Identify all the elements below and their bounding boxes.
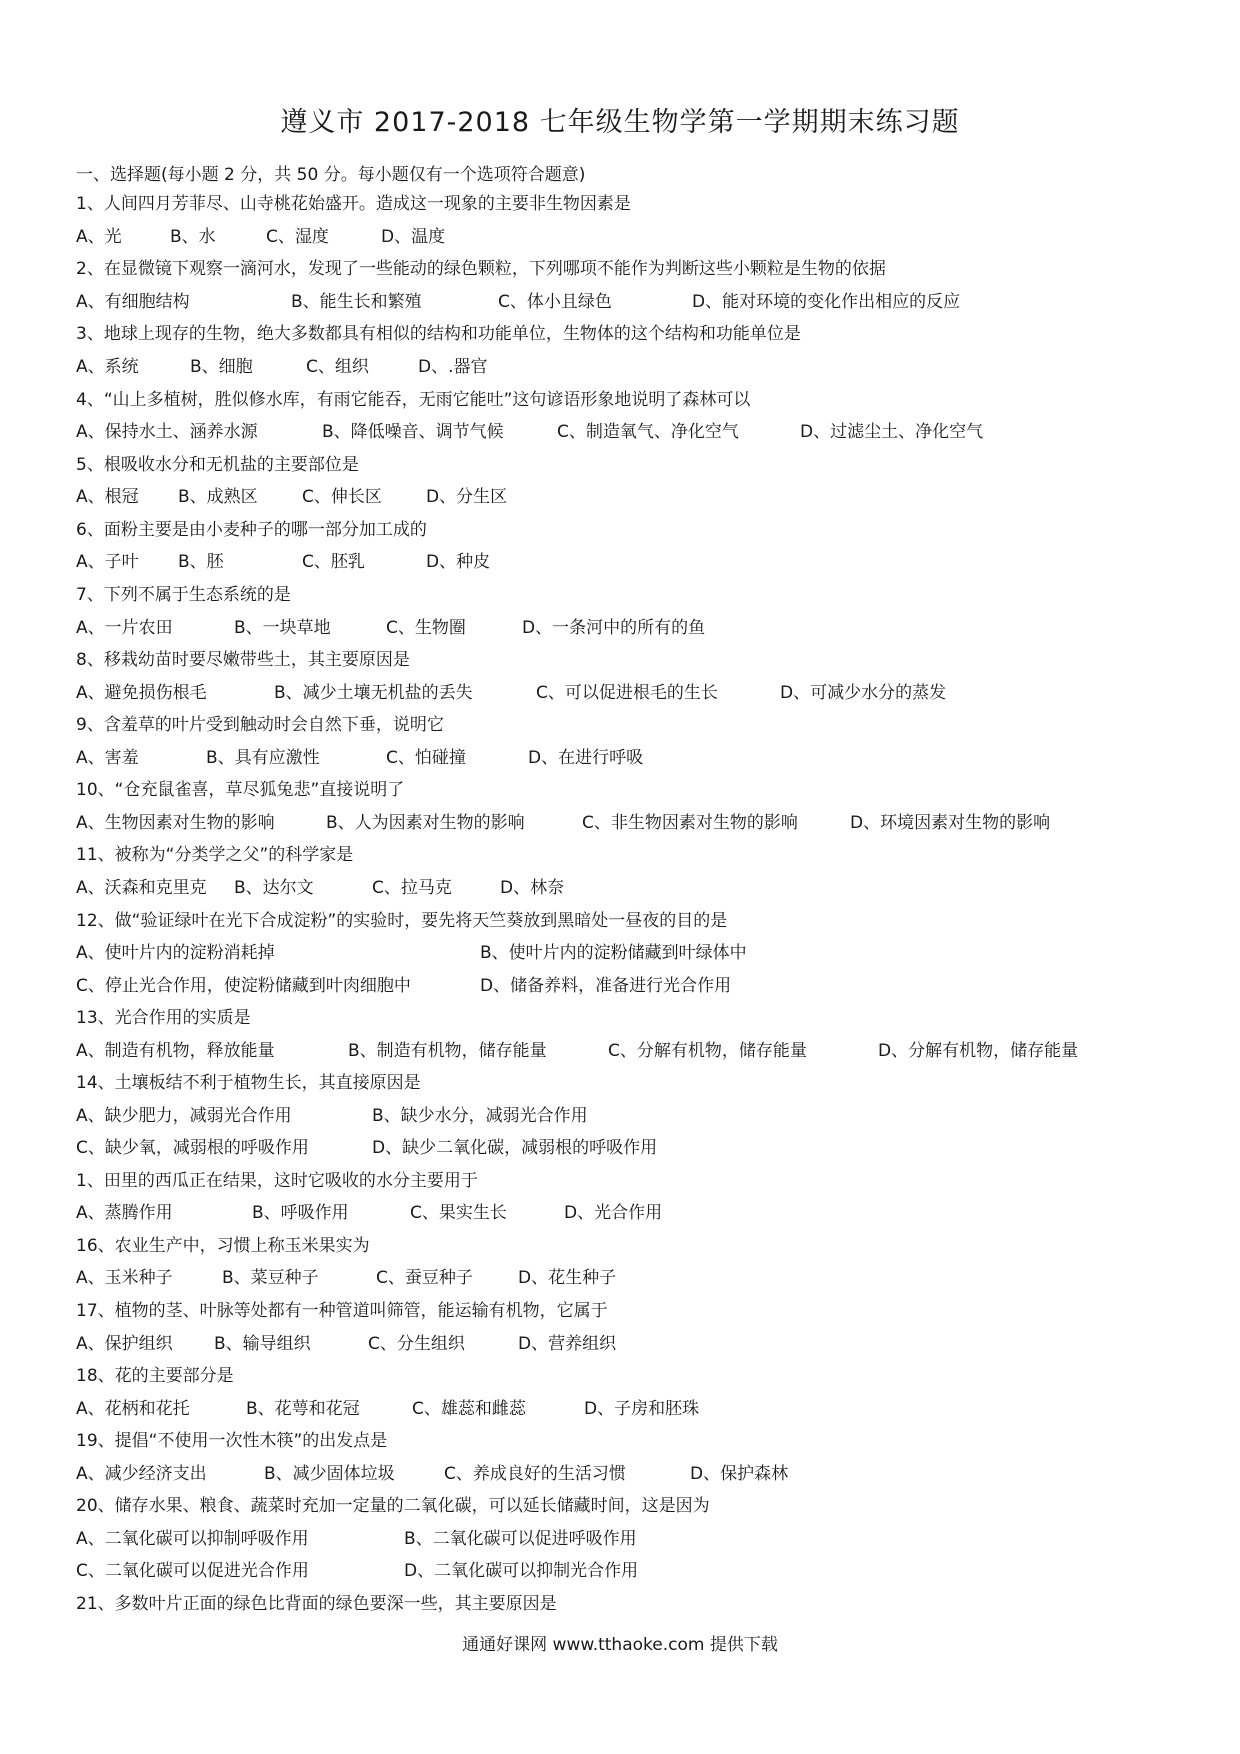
option-b: B、减少固体垃圾: [264, 1464, 395, 1484]
option-d: D、保护森林: [690, 1464, 789, 1484]
option-a: A、子叶: [76, 552, 139, 572]
option-c: C、果实生长: [410, 1203, 507, 1223]
option-c: C、分解有机物，储存能量: [608, 1041, 807, 1061]
question-stem-14: 14、土壤板结不利于植物生长，其直接原因是: [76, 1073, 421, 1093]
option-a: A、蒸腾作用: [76, 1203, 173, 1223]
footer-source: 通通好课网 www.tthaoke.com 提供下载: [462, 1635, 778, 1655]
option-a: A、沃森和克里克: [76, 878, 207, 898]
question-stem-10: 10、“仓充鼠雀喜，草尽狐兔悲”直接说明了: [76, 780, 405, 800]
option-d: D、分生区: [426, 487, 508, 507]
option-d: D、二氧化碳可以抑制光合作用: [404, 1561, 639, 1581]
option-a: A、系统: [76, 357, 139, 377]
question-stem-12: 12、做“验证绿叶在光下合成淀粉”的实验时，要先将天竺葵放到黑暗处一昼夜的目的是: [76, 911, 728, 931]
option-b: B、制造有机物，储存能量: [348, 1041, 547, 1061]
option-d: D、光合作用: [564, 1203, 663, 1223]
option-d: D、一条河中的所有的鱼: [522, 618, 706, 638]
option-c: C、分生组织: [368, 1334, 465, 1354]
option-b: B、降低噪音、调节气候: [322, 422, 504, 442]
option-a: A、避免损伤根毛: [76, 683, 207, 703]
option-a: A、使叶片内的淀粉消耗掉: [76, 943, 275, 963]
option-c: C、非生物因素对生物的影响: [582, 813, 798, 833]
option-a: A、二氧化碳可以抑制呼吸作用: [76, 1529, 309, 1549]
option-c: C、生物圈: [386, 618, 466, 638]
option-c: C、拉马克: [372, 878, 452, 898]
option-c: C、可以促进根毛的生长: [536, 683, 718, 703]
option-d: D、缺少二氧化碳，减弱根的呼吸作用: [372, 1138, 658, 1158]
option-c: C、缺少氧，减弱根的呼吸作用: [76, 1138, 309, 1158]
option-c: C、养成良好的生活习惯: [444, 1464, 626, 1484]
option-d: D、种皮: [426, 552, 491, 572]
question-stem-9: 9、含羞草的叶片受到触动时会自然下垂，说明它: [76, 715, 444, 735]
option-c: C、雄蕊和雌蕊: [412, 1399, 526, 1419]
question-stem-7: 7、下列不属于生态系统的是: [76, 585, 291, 605]
option-d: D、可减少水分的蒸发: [780, 683, 947, 703]
option-b: B、一块草地: [234, 618, 331, 638]
option-b: B、细胞: [190, 357, 253, 377]
option-a: A、一片农田: [76, 618, 173, 638]
option-a: A、缺少肥力，减弱光合作用: [76, 1106, 292, 1126]
question-stem-6: 6、面粉主要是由小麦种子的哪一部分加工成的: [76, 520, 427, 540]
option-b: B、输导组织: [214, 1334, 311, 1354]
option-c: C、二氧化碳可以促进光合作用: [76, 1561, 309, 1581]
option-a: A、减少经济支出: [76, 1464, 207, 1484]
option-c: C、怕碰撞: [386, 748, 466, 768]
question-stem-5: 5、根吸收水分和无机盐的主要部位是: [76, 455, 359, 475]
question-stem-18: 18、花的主要部分是: [76, 1366, 234, 1386]
question-stem-11: 11、被称为“分类学之父”的科学家是: [76, 845, 354, 865]
question-stem-16: 16、农业生产中，习惯上称玉米果实为: [76, 1236, 370, 1256]
option-d: D、温度: [381, 227, 446, 247]
option-d: D、营养组织: [518, 1334, 617, 1354]
question-stem-2: 2、在显微镜下观察一滴河水，发现了一些能动的绿色颗粒，下列哪项不能作为判断这些小颗粒是生物的依据: [76, 259, 886, 279]
option-d: D、.器官: [418, 357, 488, 377]
option-b: B、成熟区: [178, 487, 258, 507]
option-d: D、花生种子: [518, 1268, 617, 1288]
option-d: D、储备养料，准备进行光合作用: [480, 976, 732, 996]
option-b: B、花萼和花冠: [246, 1399, 360, 1419]
option-b: B、达尔文: [234, 878, 314, 898]
option-b: B、使叶片内的淀粉储藏到叶绿体中: [480, 943, 747, 963]
option-d: D、在进行呼吸: [528, 748, 644, 768]
option-d: D、分解有机物，储存能量: [878, 1041, 1079, 1061]
option-c: C、胚乳: [302, 552, 365, 572]
question-stem-4: 4、“山上多植树，胜似修水库，有雨它能吞，无雨它能吐”这句谚语形象地说明了森林可以: [76, 390, 751, 410]
question-stem-1: 1、人间四月芳菲尽、山寺桃花始盛开。造成这一现象的主要非生物因素是: [76, 194, 631, 214]
question-stem-17: 17、植物的茎、叶脉等处都有一种管道叫筛管，能运输有机物，它属于: [76, 1301, 608, 1321]
option-a: A、光: [76, 227, 122, 247]
option-d: D、环境因素对生物的影响: [850, 813, 1051, 833]
option-b: B、胚: [178, 552, 224, 572]
option-b: B、缺少水分，减弱光合作用: [372, 1106, 588, 1126]
option-a: A、根冠: [76, 487, 139, 507]
option-d: D、过滤尘土、净化空气: [800, 422, 984, 442]
option-c: C、伸长区: [302, 487, 382, 507]
option-a: A、有细胞结构: [76, 292, 190, 312]
question-stem-15: 1、田里的西瓜正在结果，这时它吸收的水分主要用于: [76, 1171, 478, 1191]
option-c: C、组织: [306, 357, 369, 377]
option-b: B、减少土壤无机盐的丢失: [274, 683, 473, 703]
section-instructions: 一、选择题(每小题 2 分，共 50 分。每小题仅有一个选项符合题意): [76, 165, 586, 185]
option-a: A、保护组织: [76, 1334, 173, 1354]
question-stem-13: 13、光合作用的实质是: [76, 1008, 251, 1028]
option-d: D、能对环境的变化作出相应的反应: [692, 292, 961, 312]
question-stem-3: 3、地球上现存的生物，绝大多数都具有相似的结构和功能单位，生物体的这个结构和功能单位是: [76, 324, 801, 344]
option-a: A、保持水土、涵养水源: [76, 422, 258, 442]
option-b: B、二氧化碳可以促进呼吸作用: [404, 1529, 637, 1549]
option-b: B、能生长和繁殖: [291, 292, 422, 312]
option-b: B、具有应激性: [206, 748, 320, 768]
option-c: C、制造氧气、净化空气: [557, 422, 739, 442]
option-c: C、湿度: [266, 227, 329, 247]
question-stem-20: 20、储存水果、粮食、蔬菜时充加一定量的二氧化碳，可以延长储藏时间，这是因为: [76, 1496, 710, 1516]
option-c: C、蚕豆种子: [376, 1268, 473, 1288]
question-stem-21: 21、多数叶片正面的绿色比背面的绿色要深一些，其主要原因是: [76, 1594, 557, 1614]
option-c: C、体小且绿色: [498, 292, 612, 312]
option-a: A、花柄和花托: [76, 1399, 190, 1419]
option-d: D、子房和胚珠: [584, 1399, 700, 1419]
option-b: B、人为因素对生物的影响: [326, 813, 525, 833]
option-a: A、生物因素对生物的影响: [76, 813, 275, 833]
option-d: D、林奈: [500, 878, 565, 898]
option-c: C、停止光合作用，使淀粉储藏到叶肉细胞中: [76, 976, 411, 996]
page-title: 遵义市 2017-2018 七年级生物学第一学期期末练习题: [280, 107, 960, 138]
option-b: B、呼吸作用: [252, 1203, 349, 1223]
question-stem-19: 19、提倡“不使用一次性木筷”的出发点是: [76, 1431, 388, 1451]
option-a: A、制造有机物，释放能量: [76, 1041, 275, 1061]
option-b: B、菜豆种子: [222, 1268, 319, 1288]
option-a: A、玉米种子: [76, 1268, 173, 1288]
option-b: B、水: [170, 227, 216, 247]
option-a: A、害羞: [76, 748, 139, 768]
question-stem-8: 8、移栽幼苗时要尽嫩带些土，其主要原因是: [76, 650, 410, 670]
